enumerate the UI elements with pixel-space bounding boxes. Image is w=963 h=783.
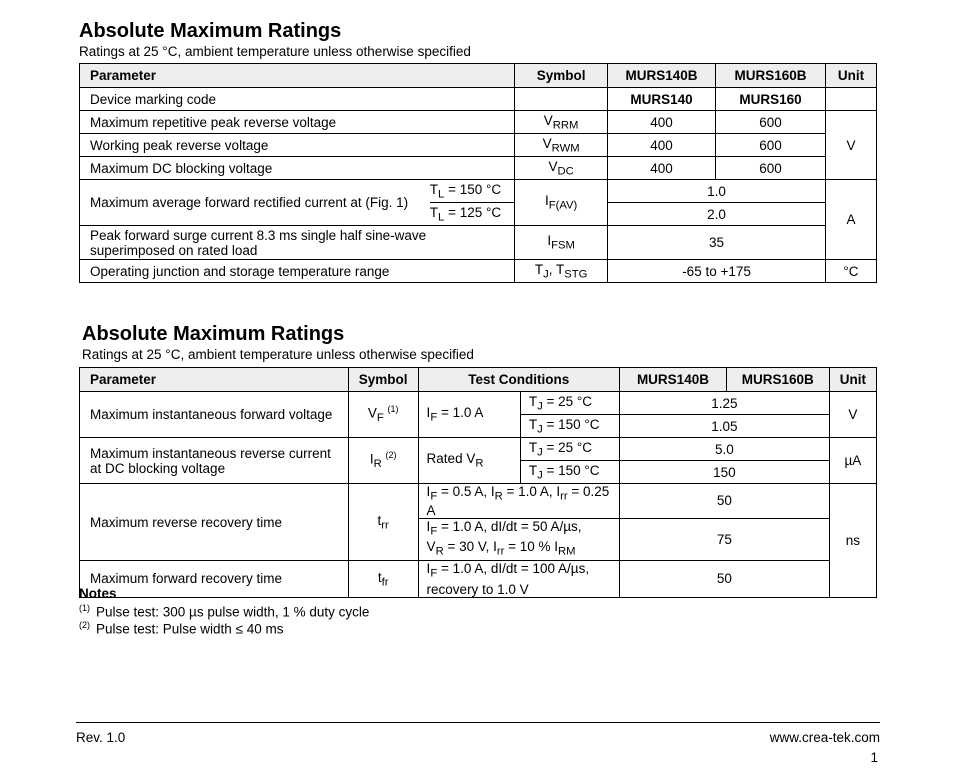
- unit-cell: V: [825, 111, 876, 180]
- header-model-1: MURS140B: [620, 368, 727, 392]
- value-cell: -65 to +175: [608, 260, 826, 283]
- symbol-cell: $I_{FSM}$: [515, 226, 608, 260]
- value-cell: 35: [608, 226, 826, 260]
- header-symbol: Symbol: [515, 64, 608, 88]
- header-test-conditions: Test Conditions: [418, 368, 620, 392]
- header-symbol: Symbol: [348, 368, 418, 392]
- condition-cell: Rated $V_R$: [418, 438, 520, 484]
- table-header-row: [80, 64, 877, 88]
- value-cell: 50: [620, 561, 830, 598]
- header-model-2: MURS160B: [726, 368, 829, 392]
- note-1: $^{(1)}$ Pulse test: 300 µs pulse width, 1 % duty cycle: [79, 603, 370, 620]
- table-row: [80, 157, 877, 180]
- condition-cell: $I_F = 0.5$ A, $I_R = 1.0$ A, $I_{rr} = 0.25$ A: [418, 484, 620, 519]
- value-cell: 1.0: [608, 180, 826, 203]
- notes-heading: Notes: [79, 586, 117, 601]
- header-parameter: Parameter: [80, 368, 349, 392]
- value-cell: 400: [608, 134, 716, 157]
- value-cell: 400: [608, 111, 716, 134]
- unit-cell: °C: [825, 260, 876, 283]
- value-cell: 600: [716, 134, 826, 157]
- value-cell: 1.25: [620, 392, 830, 415]
- param-cell: Maximum repetitive peak reverse voltage: [80, 111, 515, 134]
- table-row: [80, 180, 877, 203]
- param-cell: Working peak reverse voltage: [80, 134, 515, 157]
- footer-divider: [76, 722, 880, 723]
- value-cell: 2.0: [608, 203, 826, 226]
- footer-website-link[interactable]: www.crea-tek.com: [769, 730, 880, 745]
- param-cell: Maximum DC blocking voltage: [80, 157, 515, 180]
- table-row: [80, 226, 877, 260]
- unit-cell: µA: [829, 438, 876, 484]
- param-cell: Peak forward surge current 8.3 ms single half sine-wave superimposed on rated load: [80, 226, 515, 260]
- value-cell: 600: [716, 111, 826, 134]
- unit-cell: A: [825, 180, 876, 260]
- param-cell: Maximum reverse recovery time: [80, 484, 349, 561]
- condition-cell: $T_J = 25$ °C: [520, 438, 619, 461]
- table-row: [80, 392, 877, 415]
- condition-cell: $T_L = 150$ °C: [430, 180, 515, 203]
- condition-cell: $T_L = 125$ °C: [430, 203, 515, 226]
- value-cell: 75: [620, 518, 830, 560]
- symbol-cell: $I_{F(AV)}$: [515, 180, 608, 226]
- table2-title: Absolute Maximum Ratings: [82, 323, 345, 345]
- table-row: [80, 111, 877, 134]
- page-number: 1: [870, 750, 878, 765]
- value-cell: 1.05: [620, 415, 830, 438]
- condition-cell: $T_J = 150$ °C: [520, 461, 619, 484]
- symbol-cell: $V_{RRM}$: [515, 111, 608, 134]
- param-cell: Maximum average forward rectified current at (Fig. 1): [80, 180, 430, 226]
- param-cell: Maximum instantaneous reverse current at DC blocking voltage: [80, 438, 349, 484]
- value-cell: 400: [608, 157, 716, 180]
- table-row: [80, 484, 877, 519]
- header-unit: Unit: [825, 64, 876, 88]
- value-cell: 600: [716, 157, 826, 180]
- value-cell: 50: [620, 484, 830, 519]
- condition-cell: $T_J = 25$ °C: [520, 392, 619, 415]
- table2-subtitle: Ratings at 25 °C, ambient temperature unless otherwise specified: [82, 347, 474, 362]
- unit-cell: [825, 88, 876, 111]
- header-parameter: Parameter: [80, 64, 515, 88]
- table1-subtitle: Ratings at 25 °C, ambient temperature unless otherwise specified: [79, 44, 471, 59]
- ratings-table-2: [79, 367, 877, 598]
- symbol-cell: $t_{rr}$: [348, 484, 418, 561]
- symbol-cell: $V_{DC}$: [515, 157, 608, 180]
- condition-cell: $I_F = 1.0$ A, dI/dt = 100 A/µs, recovery to 1.0 V: [418, 561, 620, 598]
- value-cell: MURS160: [716, 88, 826, 111]
- param-cell: Maximum forward recovery time: [80, 561, 349, 598]
- header-model-1: MURS140B: [608, 64, 716, 88]
- symbol-cell: [515, 88, 608, 111]
- value-cell: 5.0: [620, 438, 830, 461]
- value-cell: MURS140: [608, 88, 716, 111]
- table-header-row: [80, 368, 877, 392]
- ratings-table-1: [79, 63, 877, 283]
- condition-cell: $I_F = 1.0$ A, dI/dt = 50 A/µs, $V_R = 30$ V, $I_{rr} = 10$ % $I_{RM}$: [418, 518, 620, 560]
- condition-cell: $I_F = 1.0$ A: [418, 392, 520, 438]
- symbol-cell: $V_{RWM}$: [515, 134, 608, 157]
- symbol-cell: $V_F$ $^{(1)}$: [348, 392, 418, 438]
- param-cell: Maximum instantaneous forward voltage: [80, 392, 349, 438]
- table1-title: Absolute Maximum Ratings: [79, 20, 342, 42]
- param-cell: Device marking code: [80, 88, 515, 111]
- table-row: [80, 88, 877, 111]
- header-model-2: MURS160B: [716, 64, 826, 88]
- table-row: [80, 260, 877, 283]
- footer-revision: Rev. 1.0: [76, 730, 126, 745]
- note-2: $^{(2)}$ Pulse test: Pulse width ≤ 40 ms: [79, 619, 284, 636]
- table-row: [80, 134, 877, 157]
- symbol-cell: $T_J$, $T_{STG}$: [515, 260, 608, 283]
- condition-cell: $T_J = 150$ °C: [520, 415, 619, 438]
- table-row: [80, 438, 877, 461]
- symbol-cell: $t_{fr}$: [348, 561, 418, 598]
- header-unit: Unit: [829, 368, 876, 392]
- symbol-cell: $I_R$ $^{(2)}$: [348, 438, 418, 484]
- unit-cell: ns: [829, 484, 876, 598]
- unit-cell: V: [829, 392, 876, 438]
- notes-section: [79, 586, 369, 636]
- value-cell: 150: [620, 461, 830, 484]
- param-cell: Operating junction and storage temperature range: [80, 260, 515, 283]
